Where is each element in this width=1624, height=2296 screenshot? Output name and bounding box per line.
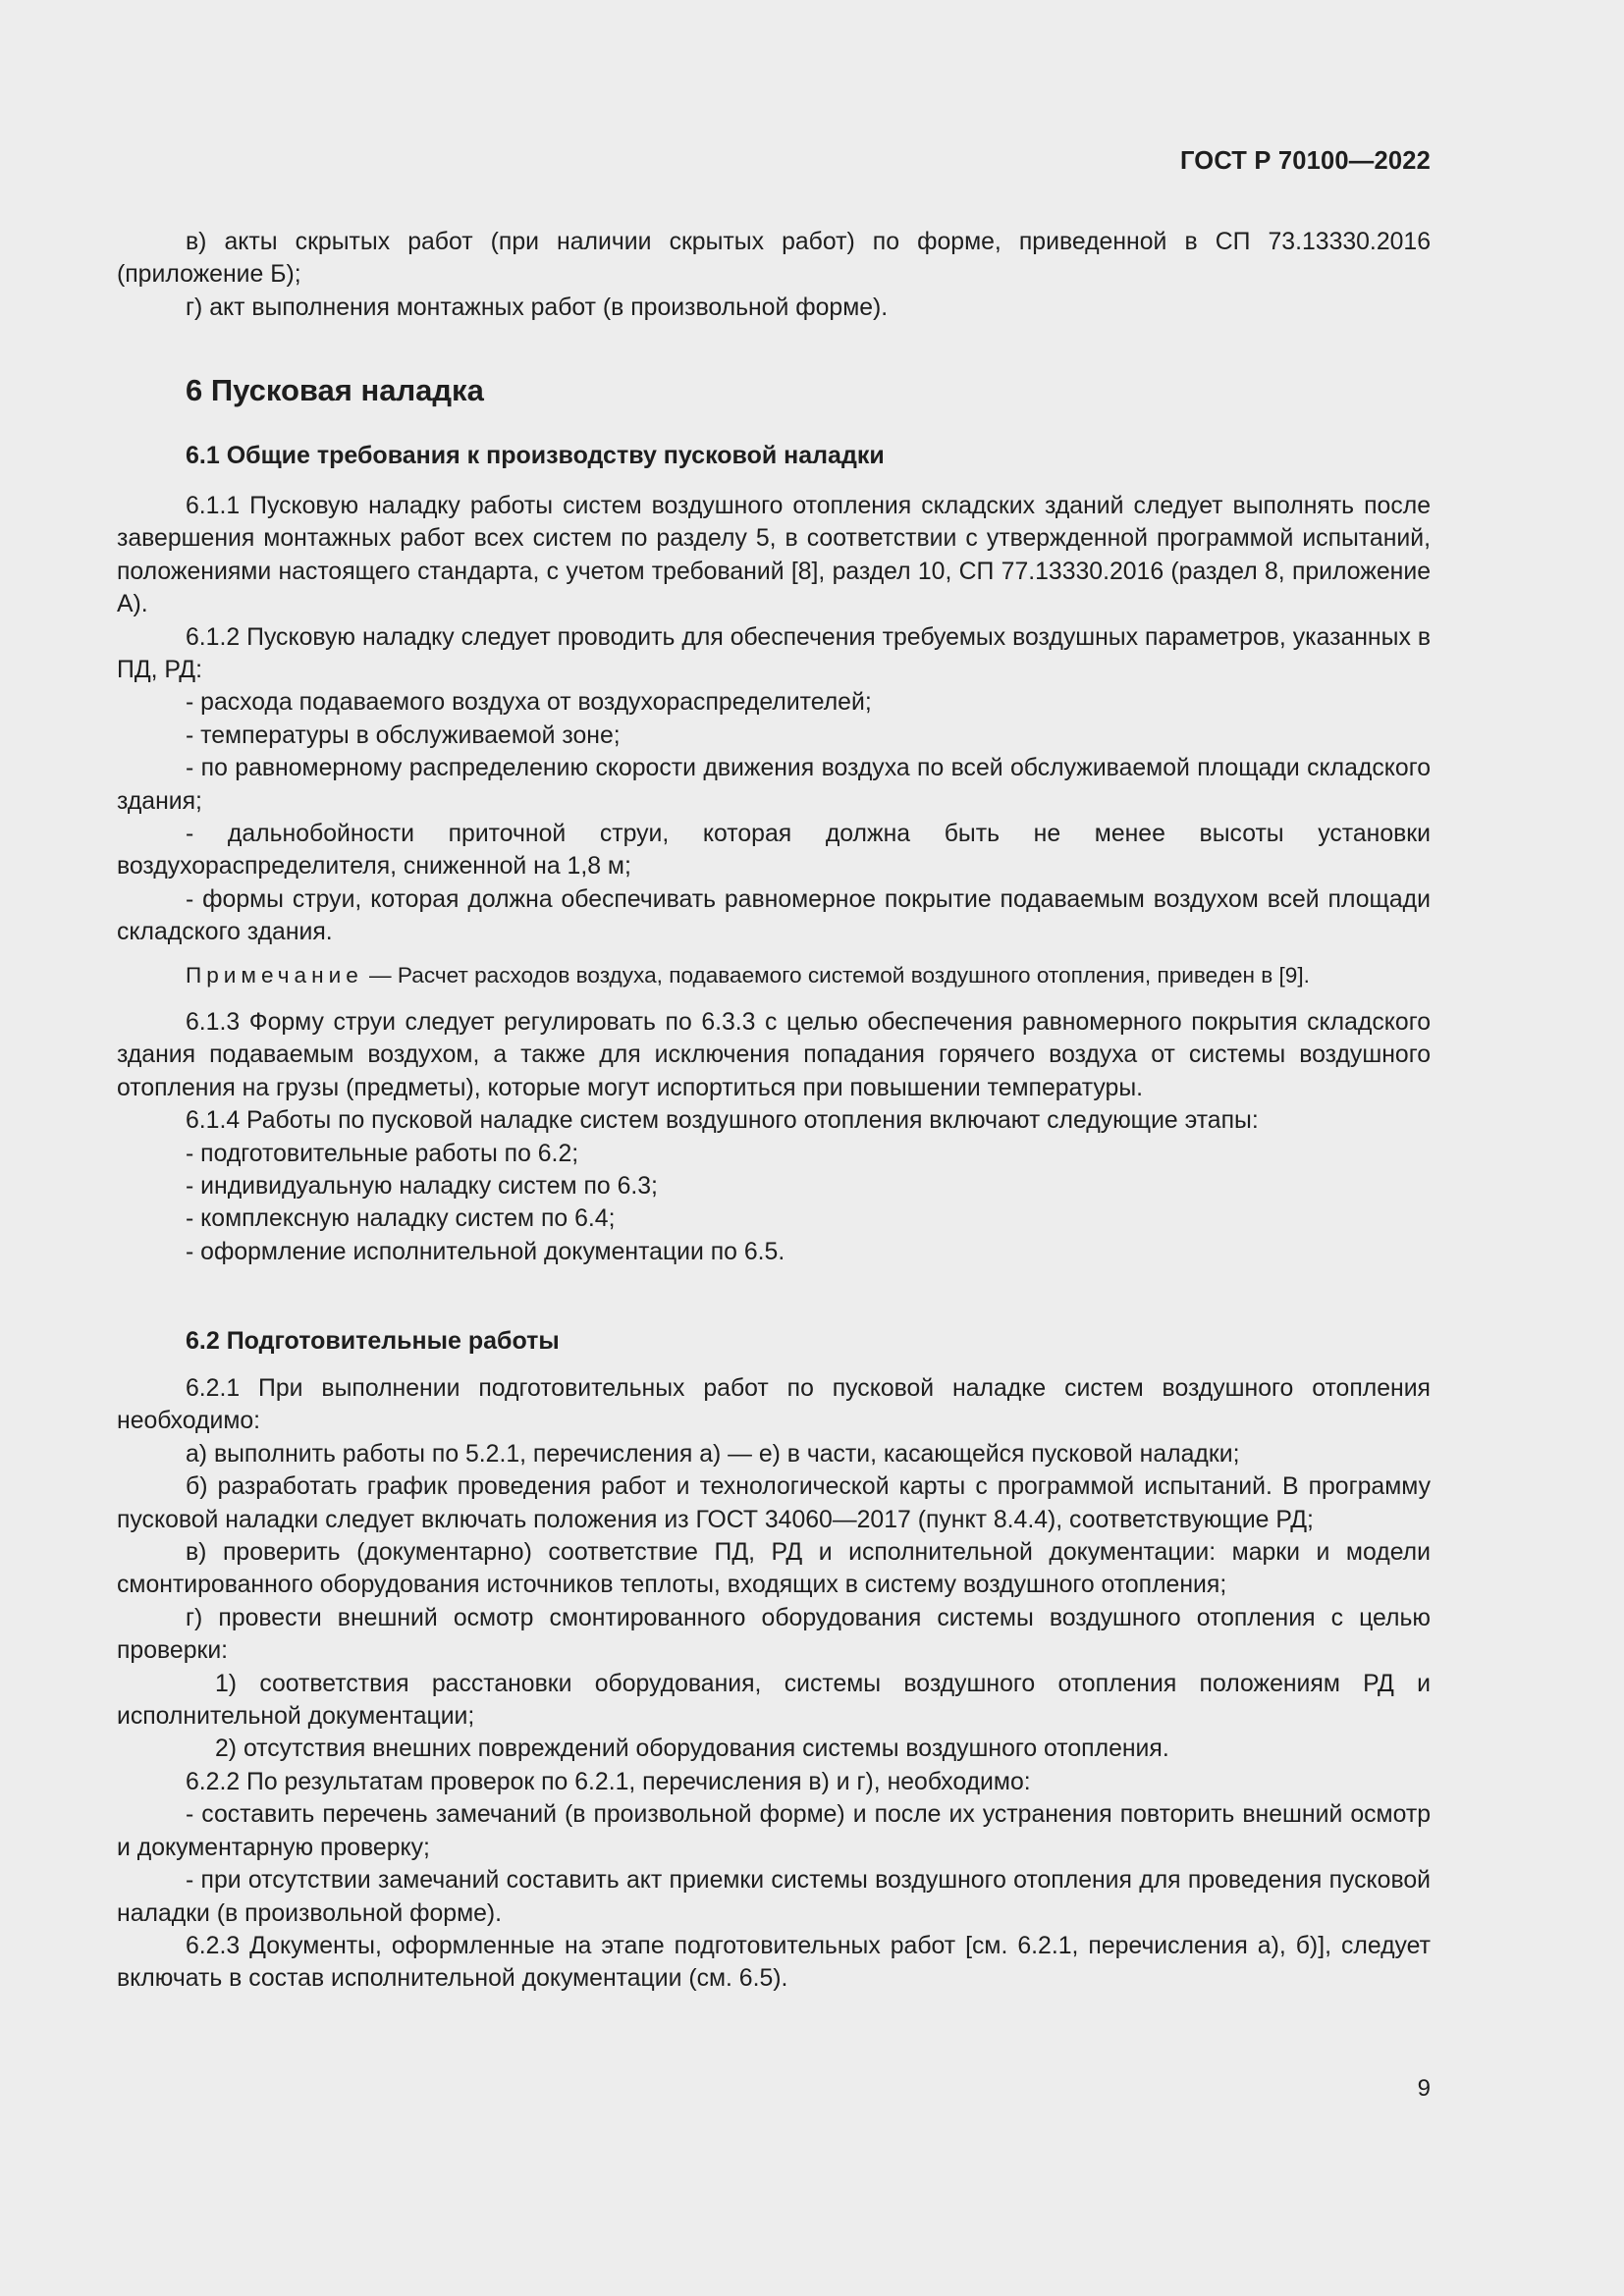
section-6-1-title: 6.1 Общие требования к производству пусковой наладки bbox=[186, 442, 885, 469]
list-item: - формы струи, которая должна обеспечивать равномерное покрытие подаваемым воздухом всей площади складского здания. bbox=[117, 885, 1431, 946]
clause-6-1-2: 6.1.2 Пусковую наладку следует проводить для обеспечения требуемых воздушных параметров, указанных в ПД, РД: bbox=[117, 623, 1431, 684]
list-item: - оформление исполнительной документации по 6.5. bbox=[186, 1238, 785, 1265]
list-item: - при отсутствии замечаний составить акт приемки системы воздушного отопления для проведения пусковой наладки (в произвольной форме). bbox=[117, 1867, 1431, 1927]
section-6-title: 6 Пусковая наладка bbox=[186, 373, 484, 407]
section-6-1-body-b bbox=[117, 1006, 1431, 1268]
clause-6-2-2: 6.2.2 По результатам проверок по 6.2.1, перечисления в) и г), необходимо: bbox=[186, 1768, 1031, 1795]
section-6-2-title: 6.2 Подготовительные работы bbox=[186, 1327, 560, 1355]
sub-item-1: 1) соответствия расстановки оборудования, системы воздушного отопления положениям РД и исполнительной документации; bbox=[117, 1670, 1431, 1731]
list-item: - температуры в обслуживаемой зоне; bbox=[186, 721, 621, 749]
section-6-2-body bbox=[117, 1372, 1431, 1996]
list-item: - подготовительные работы по 6.2; bbox=[186, 1140, 579, 1167]
list-item: - по равномерному распределению скорости движения воздуха по всей обслуживаемой площади складского здания; bbox=[117, 755, 1431, 815]
clause-6-1-4: 6.1.4 Работы по пусковой наладке систем воздушного отопления включают следующие этапы: bbox=[186, 1107, 1259, 1135]
list-item: - составить перечень замечаний (в произвольной форме) и после их устранения повторить внешний осмотр и документарную проверку; bbox=[117, 1801, 1431, 1861]
note-text: — Расчет расходов воздуха, подаваемого системой воздушного отопления, приведен в [9]. bbox=[362, 963, 1310, 988]
list-item: - расхода подаваемого воздуха от воздухораспределителей; bbox=[186, 689, 872, 717]
note-label: Примечание bbox=[186, 963, 363, 988]
note bbox=[117, 960, 1431, 991]
sub-item-2: 2) отсутствия внешних повреждений оборудования системы воздушного отопления. bbox=[215, 1735, 1169, 1763]
list-item: - индивидуальную наладку систем по 6.3; bbox=[186, 1173, 658, 1201]
enum-item-v: в) проверить (документарно) соответствие ПД, РД и исполнительной документации: марки и модели смонтированного оборудования источников теплоты, входящих в систему воздушного отопления; bbox=[117, 1539, 1431, 1599]
enum-item-b: б) разработать график проведения работ и технологической карты с программой испытаний. В программу пусковой наладки следует включать положения из ГОСТ 34060—2017 (пункт 8.4.4), соответствующие РД; bbox=[117, 1473, 1431, 1533]
document-page bbox=[117, 0, 1431, 2296]
clause-6-2-3: 6.2.3 Документы, оформленные на этапе подготовительных работ [см. 6.2.1, перечисления а), б)], следует включать в состав исполнительной документации (см. 6.5). bbox=[117, 1932, 1431, 1993]
enum-item-g: г) провести внешний осмотр смонтированного оборудования системы воздушного отопления с целью проверки: bbox=[117, 1604, 1431, 1665]
intro-item-v: в) акты скрытых работ (при наличии скрытых работ) по форме, приведенной в СП 73.13330.2016 (приложение Б); bbox=[117, 229, 1431, 289]
clause-6-1-3: 6.1.3 Форму струи следует регулировать по 6.3.3 с целью обеспечения равномерного покрытия складского здания подаваемым воздухом, а также для исключения попадания горячего воздуха от системы воздушного отопления на грузы (предметы), которые могут испортиться при повышении температуры. bbox=[117, 1009, 1431, 1101]
clause-6-1-1: 6.1.1 Пусковую наладку работы систем воздушного отопления складских зданий следует выполнять после завершения монтажных работ всех систем по разделу 5, в соответствии с утвержденной программой испытаний, положениями настоящего стандарта, с учетом требований [8], раздел 10, СП 77.13330.2016 (раздел 8, приложение А). bbox=[117, 493, 1431, 618]
list-item: - дальнобойности приточной струи, которая должна быть не менее высоты установки воздухораспределителя, сниженной на 1,8 м; bbox=[117, 821, 1431, 881]
intro-item-g: г) акт выполнения монтажных работ (в произвольной форме). bbox=[186, 294, 889, 321]
page-number: 9 bbox=[1417, 2075, 1431, 2102]
section-6-1-body-a bbox=[117, 490, 1431, 949]
enum-item-a: а) выполнить работы по 5.2.1, перечисления а) — е) в части, касающейся пусковой наладки; bbox=[186, 1440, 1240, 1468]
clause-6-2-1: 6.2.1 При выполнении подготовительных работ по пусковой наладке систем воздушного отопления необходимо: bbox=[117, 1375, 1431, 1435]
intro-block bbox=[117, 226, 1431, 324]
list-item: - комплексную наладку систем по 6.4; bbox=[186, 1205, 616, 1233]
document-header: ГОСТ Р 70100—2022 bbox=[1179, 147, 1431, 175]
